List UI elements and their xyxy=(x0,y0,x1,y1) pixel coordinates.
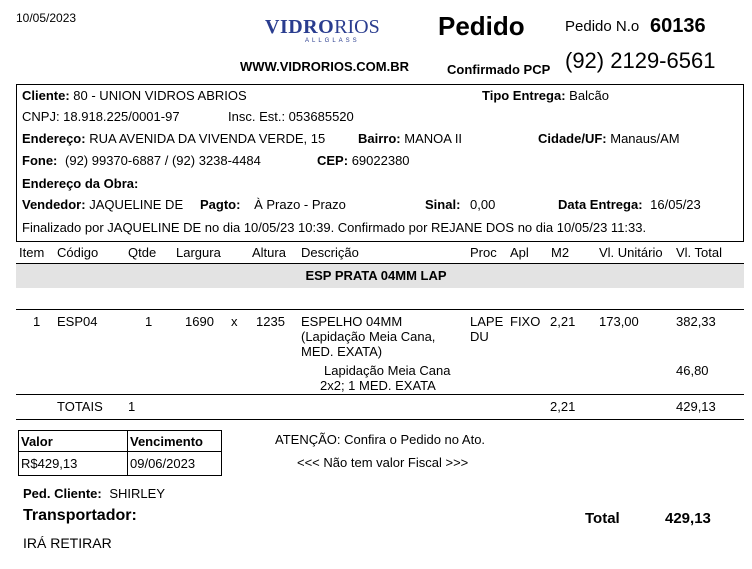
col-apl: Apl xyxy=(510,245,529,260)
endereco-value: RUA AVENIDA DA VIVENDA VERDE, 15 xyxy=(89,131,326,146)
valor-value: R$429,13 xyxy=(21,456,78,471)
page-title: Pedido xyxy=(438,11,525,41)
col-vl-total: Vl. Total xyxy=(676,245,723,260)
vencimento-label: Vencimento xyxy=(130,434,203,449)
row-altura: 1235 xyxy=(256,314,285,329)
cnpj-value: CNPJ: 18.918.225/0001-97 xyxy=(22,109,180,124)
grand-total-label: Total xyxy=(585,510,620,527)
sinal-value: 0,00 xyxy=(470,197,496,212)
cidade-label: Cidade/UF: xyxy=(538,131,607,146)
col-altura: Altura xyxy=(252,245,286,260)
cep-label: CEP: xyxy=(317,153,349,168)
ped-cliente-label: Ped. Cliente: xyxy=(23,486,102,501)
company-logo xyxy=(265,16,380,44)
pagto-field xyxy=(200,197,346,212)
band-top-line xyxy=(16,263,744,264)
row-desc-3: MED. EXATA) xyxy=(301,344,383,359)
row-desc-1: ESPELHO 04MM xyxy=(301,314,403,329)
valor-label: Valor xyxy=(21,434,53,449)
fone-label: Fone: xyxy=(22,153,58,168)
row-unit: 173,00 xyxy=(599,314,639,329)
cliente-field xyxy=(22,88,247,103)
cliente-label: Cliente: xyxy=(22,88,70,103)
row-qtde: 1 xyxy=(145,314,153,329)
col-descricao: Descrição xyxy=(301,245,359,260)
row-item: 1 xyxy=(33,314,41,329)
box-left-border xyxy=(16,84,17,241)
vencimento-value: 09/06/2023 xyxy=(130,456,196,471)
row-proc-1: LAPE xyxy=(470,314,504,329)
totals-bottom-line xyxy=(16,419,744,420)
totals-top-line xyxy=(16,394,744,395)
grand-total-value: 429,13 xyxy=(665,510,711,527)
box-bottom-border xyxy=(16,241,744,242)
logo-sub-text: ALLGLASS xyxy=(305,38,360,44)
fone-value: (92) 99370-6887 / (92) 3238-4484 xyxy=(65,153,261,168)
totals-label: TOTAIS xyxy=(57,399,103,414)
tipo-entrega-field xyxy=(482,88,609,103)
row-x: x xyxy=(231,314,238,329)
endereco-label: Endereço: xyxy=(22,131,86,146)
logo-main-text: VIDRO xyxy=(265,16,335,38)
sub-desc-2: 2x2; 1 MED. EXATA xyxy=(320,378,436,393)
totals-total: 429,13 xyxy=(676,399,716,414)
vendedor-label: Vendedor: xyxy=(22,197,86,212)
company-phone: (92) 2129-6561 xyxy=(565,48,716,73)
box-top-border xyxy=(16,84,744,85)
data-entrega-field xyxy=(558,197,701,212)
vendedor-field xyxy=(22,197,183,212)
fone-field xyxy=(22,153,261,168)
sub-total: 46,80 xyxy=(676,363,709,378)
cep-field xyxy=(317,153,410,168)
data-entrega-label: Data Entrega: xyxy=(558,197,643,212)
row-m2: 2,21 xyxy=(550,314,576,329)
col-proc: Proc xyxy=(470,245,497,260)
col-codigo: Código xyxy=(57,245,99,260)
pedido-number: 60136 xyxy=(650,15,706,37)
bairro-label: Bairro: xyxy=(358,131,401,146)
insc-value: Insc. Est.: 053685520 xyxy=(228,109,354,124)
box-right-border xyxy=(743,84,744,241)
company-website: WWW.VIDRORIOS.COM.BR xyxy=(240,59,409,74)
print-date: 10/05/2023 xyxy=(16,11,77,25)
ira-retirar-text: IRÁ RETIRAR xyxy=(23,535,112,551)
totals-m2: 2,21 xyxy=(550,399,576,414)
group-title: ESP PRATA 04MM LAP xyxy=(305,268,447,283)
col-m2: M2 xyxy=(551,245,570,260)
fiscal-text: <<< Não tem valor Fiscal >>> xyxy=(297,455,469,470)
confirmado-label: Confirmado PCP xyxy=(447,62,551,77)
ped-cliente-value: SHIRLEY xyxy=(109,486,166,501)
vendedor-value: JAQUELINE DE xyxy=(89,197,184,212)
row-desc-2: (Lapidação Meia Cana, xyxy=(301,329,436,344)
sinal-field xyxy=(425,197,495,212)
sinal-label: Sinal: xyxy=(425,197,461,212)
cep-value: 69022380 xyxy=(351,153,410,168)
data-entrega-value: 16/05/23 xyxy=(650,197,701,212)
col-item: Item xyxy=(19,245,45,260)
endereco-field xyxy=(22,131,325,146)
col-largura: Largura xyxy=(176,245,221,260)
sub-desc-1: Lapidação Meia Cana xyxy=(324,363,451,378)
atencao-text: ATENÇÃO: Confira o Pedido no Ato. xyxy=(275,432,486,447)
row-proc-2: DU xyxy=(470,329,489,344)
pagto-label: Pagto: xyxy=(200,197,241,212)
row-apl: FIXO xyxy=(510,314,541,329)
row-codigo: ESP04 xyxy=(57,314,98,329)
obra-label: Endereço da Obra: xyxy=(22,176,139,191)
ped-cliente-field xyxy=(23,486,165,501)
finalizado-text: Finalizado por JAQUELINE DE no dia 10/05/23 10:39. Confirmado por REJANE DOS no dia 10/05/23 11:33. xyxy=(22,220,647,235)
col-qtde: Qtde xyxy=(128,245,157,260)
row-top-line xyxy=(16,309,744,310)
logo-rios-text: RIOS xyxy=(334,16,380,38)
pedido-label: Pedido N.o xyxy=(565,18,640,35)
payment-divider xyxy=(127,431,128,475)
tipo-entrega-label: Tipo Entrega: xyxy=(482,88,566,103)
bairro-value: MANOA II xyxy=(404,131,463,146)
cidade-value: Manaus/AM xyxy=(610,131,680,146)
col-vl-unitario: Vl. Unitário xyxy=(599,245,663,260)
totals-qtde: 1 xyxy=(128,399,136,414)
bairro-field xyxy=(358,131,462,146)
transportador-label: Transportador: xyxy=(23,507,137,524)
row-total: 382,33 xyxy=(676,314,716,329)
cliente-value: 80 - UNION VIDROS ABRIOS xyxy=(73,88,247,103)
cidade-field xyxy=(538,131,680,146)
pagto-value: À Prazo - Prazo xyxy=(254,197,346,212)
row-largura: 1690 xyxy=(185,314,214,329)
tipo-entrega-value: Balcão xyxy=(569,88,609,103)
